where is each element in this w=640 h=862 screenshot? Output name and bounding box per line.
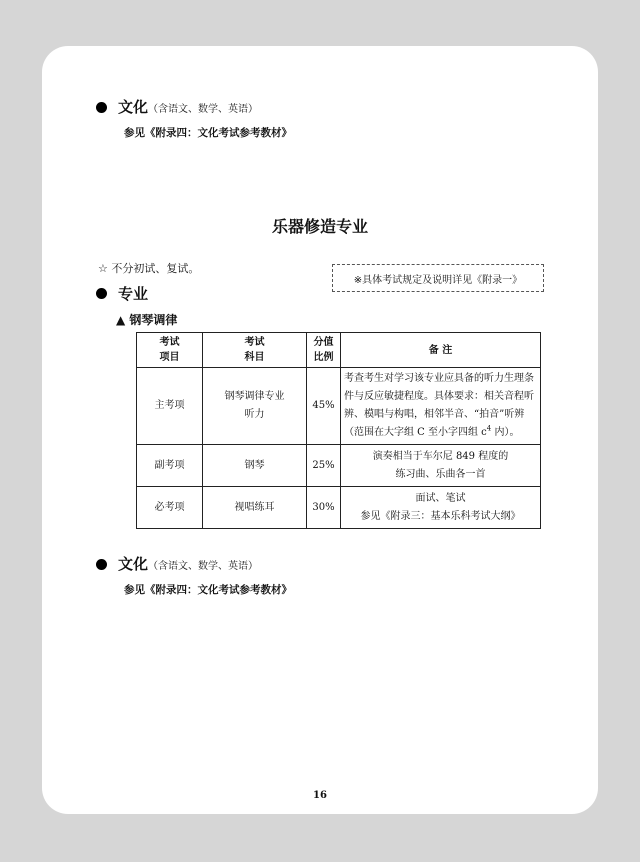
table-header-row xyxy=(137,333,541,368)
cell-note: 演奏相当于车尔尼 849 程度的 练习曲、乐曲各一首 xyxy=(341,445,541,487)
subsection-label: 钢琴调律 xyxy=(129,313,178,327)
bullet-icon xyxy=(96,559,107,570)
cell-item: 必考项 xyxy=(137,487,203,529)
section-subheading: （含语文、数学、英语） xyxy=(148,104,259,115)
cell-ratio: 30% xyxy=(307,487,341,529)
section-subheading: （含语文、数学、英语） xyxy=(148,561,259,572)
subsection-title xyxy=(116,311,177,328)
table-row xyxy=(137,487,541,529)
section-heading-culture-bottom xyxy=(118,553,258,574)
cell-subject: 视唱练耳 xyxy=(203,487,307,529)
section-heading: 文化 xyxy=(118,555,149,573)
header-subject: 考试 科目 xyxy=(203,333,307,368)
header-ratio: 分值 比例 xyxy=(307,333,341,368)
cell-ratio: 45% xyxy=(307,368,341,445)
section-heading-culture-top xyxy=(118,96,258,117)
cell-subject: 钢琴 xyxy=(203,445,307,487)
triangle-icon: ▲ xyxy=(116,313,126,327)
section-heading: 文化 xyxy=(118,98,149,116)
header-note: 备 注 xyxy=(341,333,541,368)
page-number: 16 xyxy=(313,790,327,801)
bullet-icon xyxy=(96,288,107,299)
cell-note: 面试、笔试 参见《附录三：基本乐科考试大纲》 xyxy=(341,487,541,529)
bullet-icon xyxy=(96,102,107,113)
reference-text: 参见《附录四：文化考试参考教材》 xyxy=(124,584,292,596)
info-box: ※具体考试规定及说明详见《附录一》 xyxy=(332,264,544,292)
header-item: 考试 项目 xyxy=(137,333,203,368)
cell-ratio: 25% xyxy=(307,445,341,487)
cell-note: 考查考生对学习该专业应具备的听力生理条件与反应敏捷程度。具体要求：相关音程听辨、模唱与构唱，相邻半音、“拍音”听辨（范围在大字组 C 至小字四组 $c^4$ 内）。 xyxy=(341,368,541,445)
reference-text: 参见《附录四：文化考试参考教材》 xyxy=(124,127,292,139)
table-row xyxy=(137,368,541,445)
major-title: 乐器修造专业 xyxy=(271,217,368,236)
document-page xyxy=(42,46,598,814)
section-heading-major: 专业 xyxy=(118,285,149,303)
cell-item: 副考项 xyxy=(137,445,203,487)
cell-item: 主考项 xyxy=(137,368,203,445)
cell-subject: 钢琴调律专业 听力 xyxy=(203,368,307,445)
exam-note: ☆ 不分初试、复试。 xyxy=(98,262,200,275)
exam-table xyxy=(136,332,541,529)
table-row xyxy=(137,445,541,487)
